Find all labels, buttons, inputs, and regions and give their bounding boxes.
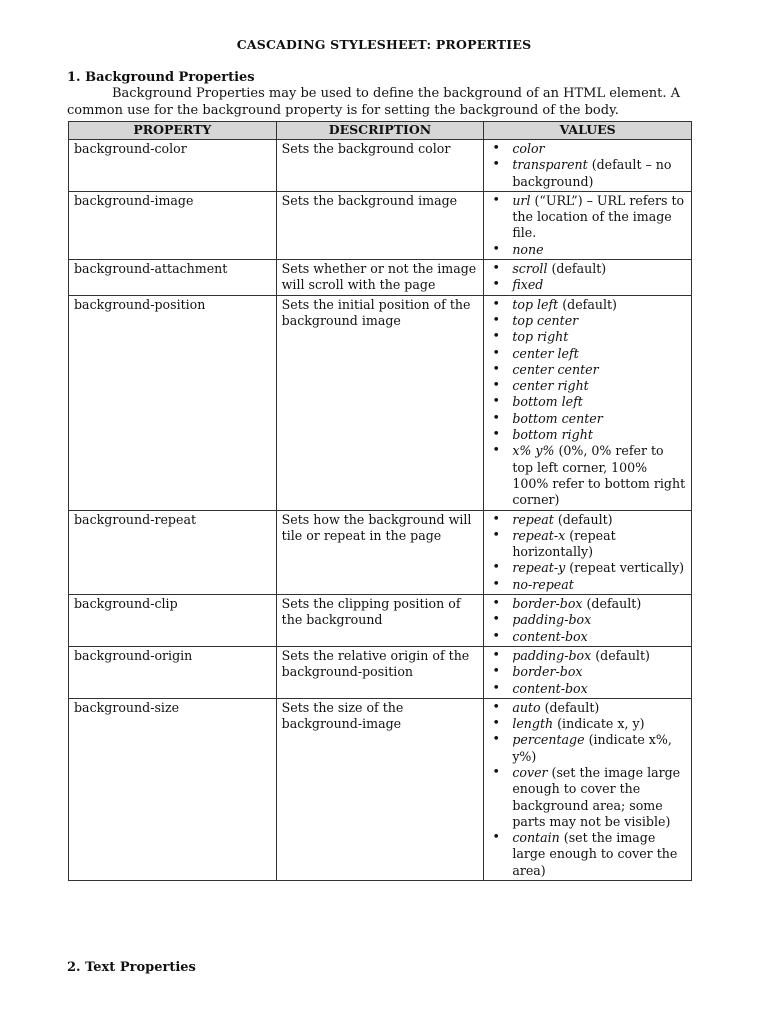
table-row [69, 510, 692, 594]
value-keyword: content-box [512, 628, 588, 644]
value-note: (default) [547, 261, 607, 277]
property-name-cell: background-position [69, 295, 277, 510]
value-item [489, 193, 686, 242]
value-item [489, 427, 686, 443]
value-item [489, 560, 686, 576]
value-item [489, 443, 686, 508]
value-item [489, 141, 686, 157]
value-keyword: color [512, 141, 545, 156]
value-keyword: border-box [512, 596, 583, 612]
value-item [489, 648, 686, 664]
value-note: (set the image large enough to cover the background area; some parts may not be visible) [512, 764, 681, 829]
property-name-cell: background-attachment [69, 260, 277, 296]
value-keyword: scroll [512, 261, 548, 277]
table-row [69, 698, 692, 880]
property-name-cell: background-repeat [69, 510, 277, 594]
page-title: CASCADING STYLESHEET: PROPERTIES [236, 37, 532, 52]
value-item [489, 612, 686, 628]
description-cell: Sets how the background will tile or repeat in the page [276, 510, 484, 594]
value-note: (“URL”) – URL refers to the location of the image file. [512, 192, 685, 241]
values-list [489, 700, 686, 879]
value-keyword: center right [512, 378, 589, 394]
values-list [489, 193, 686, 258]
value-keyword: padding-box [512, 647, 592, 663]
value-keyword: percentage [512, 732, 585, 748]
value-item [489, 716, 686, 732]
property-name-cell: background-image [69, 191, 277, 259]
value-keyword: bottom right [512, 427, 593, 443]
value-keyword: auto [512, 699, 541, 715]
table-header-row [69, 122, 692, 140]
values-cell [484, 260, 692, 296]
values-cell [484, 646, 692, 698]
value-note: (repeat horizontally) [512, 527, 616, 560]
value-keyword: contain [512, 830, 560, 846]
value-note: (set the image large enough to cover the area) [512, 830, 678, 878]
section-heading-text: 2. Text Properties [67, 960, 196, 975]
value-keyword: border-box [512, 664, 583, 680]
property-name-cell: background-color [69, 140, 277, 192]
value-item [489, 313, 686, 329]
value-item [489, 329, 686, 345]
header-description: DESCRIPTION [276, 122, 484, 140]
value-keyword: content-box [512, 680, 588, 696]
header-property: PROPERTY [69, 122, 277, 140]
description-cell: Sets whether or not the image will scroll with the page [276, 260, 484, 296]
value-keyword: repeat-x [512, 527, 566, 543]
value-item [489, 378, 686, 394]
table-row [69, 295, 692, 510]
values-list [489, 512, 686, 593]
value-keyword: none [512, 241, 544, 257]
values-list [489, 297, 686, 509]
value-keyword: fixed [512, 277, 544, 293]
value-item [489, 700, 686, 716]
value-item [489, 157, 686, 190]
value-keyword: top left [512, 296, 559, 312]
property-name-cell: background-size [69, 698, 277, 880]
value-keyword: center left [512, 345, 579, 361]
value-item [489, 732, 686, 765]
table-row [69, 260, 692, 296]
value-note: (default) [558, 296, 617, 312]
values-list [489, 261, 686, 294]
value-keyword: bottom center [512, 410, 603, 426]
values-cell [484, 698, 692, 880]
values-cell [484, 510, 692, 594]
value-item [489, 512, 686, 528]
values-cell [484, 191, 692, 259]
description-cell: Sets the initial position of the background image [276, 295, 484, 510]
value-item [489, 596, 686, 612]
table-row [69, 140, 692, 192]
table-row [69, 595, 692, 647]
value-item [489, 277, 686, 293]
description-cell: Sets the relative origin of the background-position [276, 646, 484, 698]
values-list [489, 648, 686, 697]
value-keyword: x% y% [512, 443, 555, 459]
header-values: VALUES [484, 122, 692, 140]
value-item [489, 830, 686, 879]
table-row [69, 646, 692, 698]
value-item [489, 261, 686, 277]
value-item [489, 629, 686, 645]
value-item [489, 297, 686, 313]
value-item [489, 577, 686, 593]
description-cell: Sets the background color [276, 140, 484, 192]
values-cell [484, 140, 692, 192]
value-note: (repeat vertically) [565, 560, 685, 576]
intro-text: Background Properties may be used to define the background of an HTML element. A common use for the background property is for setting the background of the body. [67, 86, 681, 118]
value-note: (0%, 0% refer to top left corner, 100% 100% refer to bottom right corner) [512, 443, 686, 508]
value-item [489, 528, 686, 561]
description-cell: Sets the background image [276, 191, 484, 259]
value-keyword: url [512, 192, 531, 208]
table-body [69, 140, 692, 881]
value-keyword: repeat-y [512, 560, 566, 576]
value-item [489, 242, 686, 258]
table-row [69, 191, 692, 259]
section-intro-paragraph [67, 86, 693, 119]
value-note: (default) [591, 647, 650, 663]
value-note: (default) [582, 596, 642, 612]
value-keyword: center center [512, 361, 599, 377]
value-keyword: cover [512, 764, 548, 780]
value-item [489, 765, 686, 830]
values-list [489, 141, 686, 190]
value-item [489, 362, 686, 378]
description-cell: Sets the size of the background-image [276, 698, 484, 880]
value-note: (default) [540, 699, 600, 715]
values-cell [484, 595, 692, 647]
value-keyword: no-repeat [512, 576, 574, 592]
value-keyword: top right [512, 329, 569, 345]
value-note: (default) [553, 511, 613, 527]
description-cell: Sets the clipping position of the background [276, 595, 484, 647]
value-keyword: bottom left [512, 394, 583, 410]
values-list [489, 596, 686, 645]
value-item [489, 346, 686, 362]
value-keyword: length [512, 716, 554, 732]
value-item [489, 681, 686, 697]
property-name-cell: background-origin [69, 646, 277, 698]
value-note: (indicate x%, y%) [512, 732, 672, 764]
value-note: (indicate x, y) [553, 716, 645, 732]
property-name-cell: background-clip [69, 595, 277, 647]
value-item [489, 411, 686, 427]
value-keyword: transparent [512, 157, 588, 173]
properties-table [68, 121, 692, 881]
value-keyword: top center [512, 312, 579, 328]
value-item [489, 394, 686, 410]
value-keyword: padding-box [512, 612, 592, 628]
section-heading-background: 1. Background Properties [67, 70, 255, 85]
value-item [489, 664, 686, 680]
value-note: (default – no background) [512, 157, 672, 189]
values-cell [484, 295, 692, 510]
value-keyword: repeat [512, 511, 554, 527]
